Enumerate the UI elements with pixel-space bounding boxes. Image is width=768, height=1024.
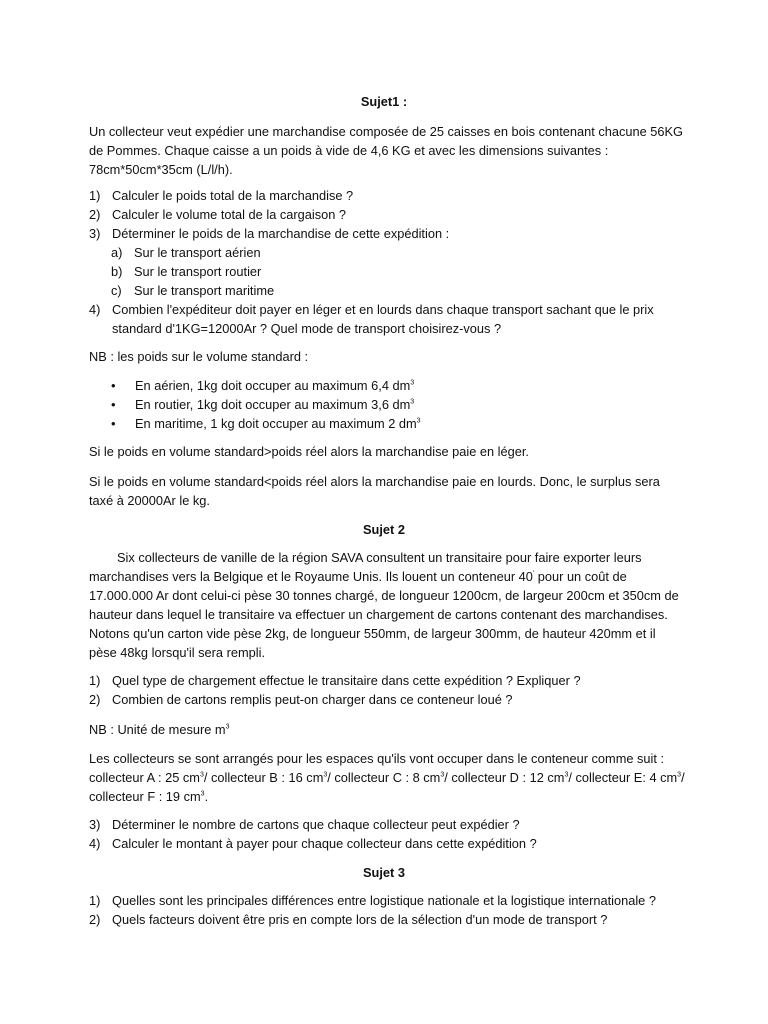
question-item: 3) Déterminer le poids de la marchandise de cette expédition :: [89, 226, 450, 241]
sujet1-nb: NB : les poids sur le volume standard :: [89, 349, 309, 364]
question-item: 4) Calculer le montant à payer pour chaque collecteur dans cette expédition ?: [89, 836, 537, 851]
sujet2-questions-a: [89, 671, 685, 709]
sujet1-title: Sujet1 :: [360, 94, 408, 109]
sujet1-questions: [89, 186, 685, 338]
bullet-icon: •: [111, 416, 116, 431]
question-item: 1) Quel type de chargement effectue le transitaire dans cette expédition ? Expliquer ?: [89, 673, 581, 688]
question-item: 2) Quels facteurs doivent être pris en compte lors de la sélection d'un mode de transport ?: [89, 912, 608, 927]
sujet1-rule-light: Si le poids en volume standard>poids réel alors la marchandise paie en léger.: [89, 444, 529, 459]
question-item: 2) Calculer le volume total de la cargaison ?: [89, 207, 347, 222]
sujet3-title: Sujet 3: [363, 865, 405, 880]
sub-item: c) Sur le transport maritime: [111, 283, 275, 298]
sujet2-allocation: Les collecteurs se sont arrangés pour les espaces qu'ils vont occuper dans le conteneur comme suit : collecteur A : 25 $cm^3/$ collecteur B : 16 $cm^3/$ collecteur C : 8 $cm^3/$ collecteur D : 12 $cm^3/$ collecteur E: 4 $cm^3/$ collecteur F : 19 $cm^3$.: [89, 751, 685, 804]
bullet-item: • En maritime, 1 kg doit occuper au maximum 2 $dm^3$: [111, 416, 421, 431]
question-item: 3) Déterminer le nombre de cartons que chaque collecteur peut expédier ?: [89, 817, 520, 832]
sujet1-bullets: [89, 376, 685, 433]
bullet-icon: •: [111, 397, 116, 412]
sujet2-nb: NB : Unité de mesure $m^3$: [89, 722, 230, 737]
sujet3-questions: [89, 891, 685, 929]
sujet1-rule-heavy: Si le poids en volume standard<poids réel alors la marchandise paie en lourds. Donc, le surplus sera taxé à 20000Ar le kg.: [89, 474, 660, 508]
sub-item: b) Sur le transport routier: [111, 264, 262, 279]
bullet-item: • En aérien, 1kg doit occuper au maximum 6,4 $dm^3$: [111, 378, 415, 393]
sujet2-title: Sujet 2: [363, 522, 405, 537]
sub-item: a) Sur le transport aérien: [111, 245, 261, 260]
question-item: 2) Combien de cartons remplis peut-on charger dans ce conteneur loué ?: [89, 692, 513, 707]
sub-list: [89, 243, 685, 300]
question-item: 1) Quelles sont les principales différences entre logistique nationale et la logistique internationale ?: [89, 893, 656, 908]
question-item: 1) Calculer le poids total de la marchandise ?: [89, 188, 354, 203]
bullet-item: • En routier, 1kg doit occuper au maximum 3,6 $dm^3$: [111, 397, 415, 412]
sujet1-intro: Un collecteur veut expédier une marchandise composée de 25 caisses en bois contenant chacune 56KG de Pommes. Chaque caisse a un poids à vide de 4,6 KG et avec les dimensions suivantes : 78cm*50cm*35cm (L/l/h).: [89, 124, 683, 177]
bullet-icon: •: [111, 378, 116, 393]
sujet2-questions-b: [89, 815, 685, 853]
sujet2-intro: Six collecteurs de vanille de la région SAVA consultent un transitaire pour faire exporter leurs marchandises vers la Belgique et le Royaume Unis. Ils louent un conteneur 40' pour un coût de 17.000.000 Ar dont celui-ci pèse 30 tonnes chargé, de longueur 1200cm, de largeur 200cm et 350cm de hauteur dans lequel le transitaire va effectuer un chargement de cartons contenant des marchandises. Notons qu'un carton vide pèse 2kg, de longueur 550mm, de largeur 300mm, de hauteur 420mm et il pèse 48kg lorsqu'il sera rempli.: [89, 550, 679, 660]
question-item: 4) Combien l'expéditeur doit payer en léger et en lourds dans chaque transport sachant que le prix standard d'1KG=12000Ar ? Quel mode de transport choisirez-vous ?: [89, 302, 654, 336]
